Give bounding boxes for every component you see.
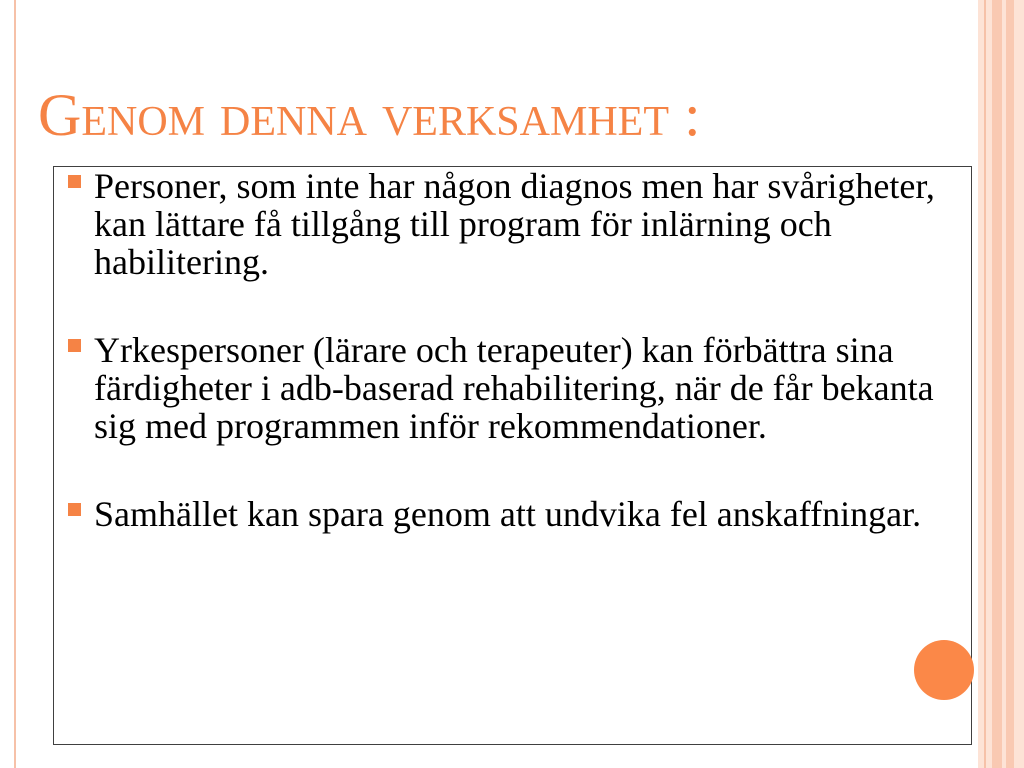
square-bullet-icon	[68, 339, 81, 352]
square-bullet-icon	[68, 503, 81, 516]
bullet-text: Yrkespersoner (lärare och terapeuter) kan förbättra sina färdigheter i adb-baserad rehabilitering, när de får bekanta sig med programmen inför rekommendationer.	[94, 330, 934, 446]
orange-circle-decoration	[914, 640, 974, 700]
stripe-6	[1006, 0, 1014, 768]
bullet-list	[66, 167, 956, 583]
content-box	[53, 166, 972, 745]
bullet-item	[66, 331, 956, 445]
slide-title: Genom denna verksamhet :	[38, 82, 701, 148]
left-decorative-line	[14, 0, 16, 768]
right-decorative-stripes	[978, 0, 1024, 768]
bullet-item	[66, 167, 956, 281]
stripe-4	[992, 0, 1002, 768]
square-bullet-icon	[68, 175, 81, 188]
bullet-text: Personer, som inte har någon diagnos men har svårigheter, kan lättare få tillgång till program för inlärning och habilitering.	[94, 166, 935, 282]
bullet-text: Samhället kan spara genom att undvika fel anskaffningar.	[94, 494, 922, 534]
bullet-item	[66, 495, 956, 533]
stripe-7	[1014, 0, 1024, 768]
